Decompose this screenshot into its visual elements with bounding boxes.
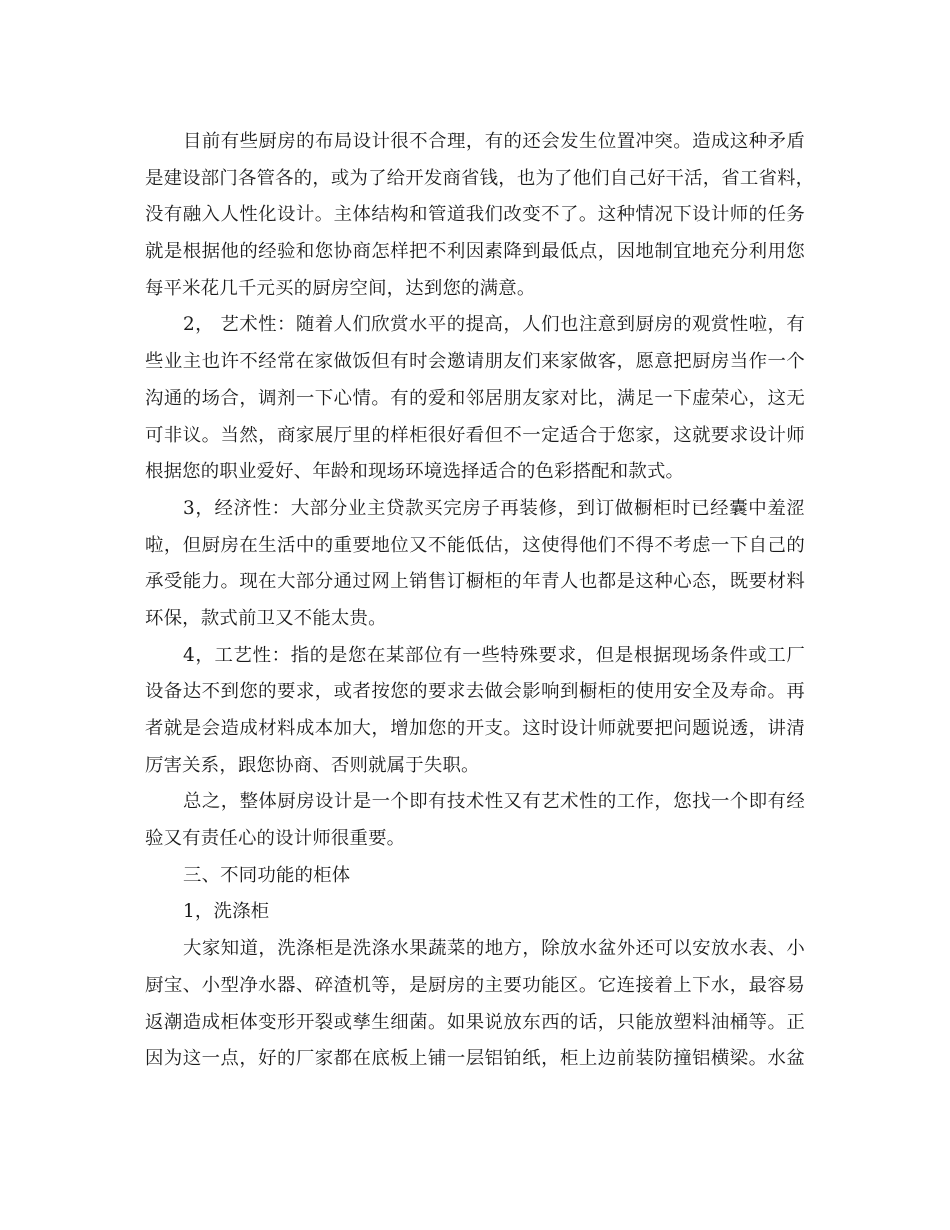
text-line: 环保，款式前卫又不能太贵。 [145,607,387,629]
text-line: 返潮造成柜体变形开裂或孳生细菌。如果说放东西的话，只能放塑料油桶等。正 [145,1011,805,1033]
text-line: 每平米花几千元买的厨房空间，达到您的满意。 [145,277,536,299]
text-line: 因为这一点，好的厂家都在底板上铺一层铝铂纸，柜上边前装防撞铝横梁。水盆 [145,1048,805,1070]
text-line: 2， 艺术性：随着人们欣赏水平的提高，人们也注意到厨房的观赏性啦，有 [183,314,805,336]
text-line: 厉害关系，跟您协商、否则就属于失职。 [145,754,480,776]
section-heading: 三、不同功能的柜体 [183,864,351,886]
text-line: 者就是会造成材料成本加大，增加您的开支。这时设计师就要把问题说透，讲清 [145,718,805,739]
text-line: 3，经济性：大部分业主贷款买完房子再装修，到订做橱柜时已经囊中羞涩 [183,497,805,519]
text-line: 承受能力。现在大部分通过网上销售订橱柜的年青人也都是这种心态，既要材料 [145,571,805,593]
text-line: 没有融入人性化设计。主体结构和管道我们改变不了。这种情况下设计师的任务 [145,204,805,226]
text-line: 验又有责任心的设计师很重要。 [145,828,406,850]
text-line: 啦，但厨房在生活中的重要地位又不能低估，这使得他们不得不考虑一下自己的 [145,534,805,556]
document-body [145,124,815,1078]
text-line: 就是根据他的经验和您协商怎样把不利因素降到最低点，因地制宜地充分利用您 [145,241,805,263]
text-line: 沟通的场合，调剂一下心情。有的爱和邻居朋友家对比，满足一下虚荣心，这无 [145,387,805,409]
text-line: 设备达不到您的要求，或者按您的要求去做会影响到橱柜的使用安全及寿命。再 [145,681,805,703]
text-line: 目前有些厨房的布局设计很不合理，有的还会发生位置冲突。造成这种矛盾 [183,131,805,152]
subsection-heading: 1，洗涤柜 [183,901,270,923]
text-line: 可非议。当然，商家展厅里的样柜很好看但不一定适合于您家，这就要求设计师 [145,424,805,446]
text-line: 是建设部门各管各的，或为了给开发商省钱，也为了他们自己好干活，省工省料， [145,167,815,189]
text-line: 些业主也许不经常在家做饭但有时会邀请朋友们来家做客，愿意把厨房当作一个 [145,351,805,373]
text-line: 根据您的职业爱好、年龄和现场环境选择适合的色彩搭配和款式。 [145,461,685,483]
text-line: 总之，整体厨房设计是一个即有技术性又有艺术性的工作，您找一个即有经 [183,791,805,813]
text-line: 大家知道，洗涤柜是洗涤水果蔬菜的地方，除放水盆外还可以安放水表、小 [183,938,805,960]
text-line: 厨宝、小型净水器、碎渣机等，是厨房的主要功能区。它连接着上下水，最容易 [145,974,805,996]
text-line: 4，工艺性：指的是您在某部位有一些特殊要求，但是根据现场条件或工厂 [183,644,805,666]
